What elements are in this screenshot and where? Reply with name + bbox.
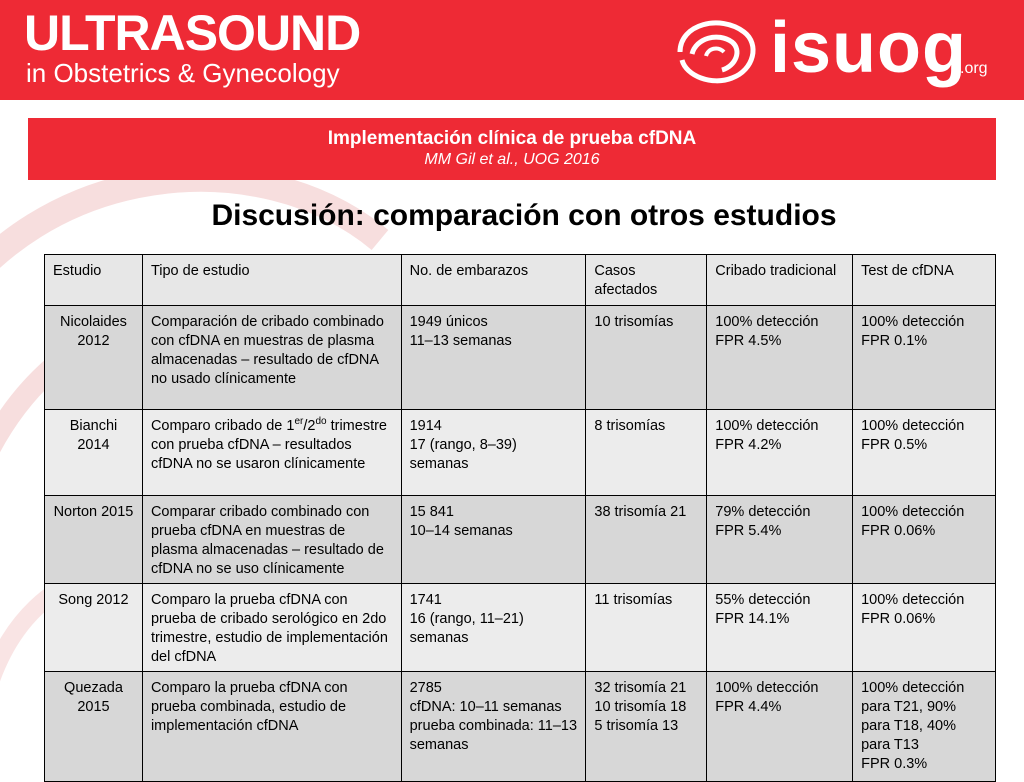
header-bar: [0, 0, 1024, 100]
cell-embarazos: 1949 únicos 11–13 semanas: [401, 306, 586, 410]
citation-banner: [28, 118, 996, 180]
column-header: Tipo de estudio: [142, 255, 401, 306]
cell-cfdna: 100% detección FPR 0.06%: [853, 496, 996, 584]
slide-heading: Discusión: comparación con otros estudios: [211, 199, 837, 232]
cell-casos: 10 trisomías: [586, 306, 707, 410]
cell-cribado: 100% detección FPR 4.5%: [707, 306, 853, 410]
column-header: Test de cfDNA: [853, 255, 996, 306]
column-header: Casos afectados: [586, 255, 707, 306]
cell-casos: 32 trisomía 21 10 trisomía 18 5 trisomía 13: [586, 672, 707, 782]
isuog-org-suffix: .org: [960, 60, 988, 77]
cell-cribado: 100% detección FPR 4.2%: [707, 410, 853, 496]
table-row: [45, 306, 996, 410]
cell-casos: 38 trisomía 21: [586, 496, 707, 584]
cell-cribado: 79% detección FPR 5.4%: [707, 496, 853, 584]
cell-embarazos: 1741 16 (rango, 11–21) semanas: [401, 584, 586, 672]
cell-tipo: Comparo la prueba cfDNA con prueba combinada, estudio de implementación cfDNA: [142, 672, 401, 782]
cell-estudio: Nicolaides 2012: [45, 306, 143, 410]
cell-tipo: Comparar cribado combinado con prueba cfDNA en muestras de plasma almacenadas – resultado de cfDNA no se uso clínicamente: [142, 496, 401, 584]
cell-estudio: Song 2012: [45, 584, 143, 672]
cell-estudio: Quezada 2015: [45, 672, 143, 782]
cell-tipo: Comparo la prueba cfDNA con prueba de cribado serológico en 2do trimestre, estudio de implementación del cfDNA: [142, 584, 401, 672]
journal-title: ULTRASOUND: [24, 5, 361, 61]
table-row: [45, 584, 996, 672]
journal-subtitle: in Obstetrics & Gynecology: [26, 58, 340, 88]
banner-title: Implementación clínica de prueba cfDNA: [327, 128, 697, 149]
table-row: [45, 672, 996, 782]
column-header: Estudio: [45, 255, 143, 306]
comparison-table: [44, 254, 996, 782]
cell-casos: 11 trisomías: [586, 584, 707, 672]
isuog-wordmark: isuog: [770, 8, 967, 88]
cell-estudio: Bianchi 2014: [45, 410, 143, 496]
cell-cfdna: 100% detección para T21, 90% para T18, 40% para T13 FPR 0.3%: [853, 672, 996, 782]
cell-cribado: 55% detección FPR 14.1%: [707, 584, 853, 672]
cell-tipo: Comparación de cribado combinado con cfDNA en muestras de plasma almacenadas – resultado de cfDNA no usado clínicamente: [142, 306, 401, 410]
cell-cfdna: 100% detección FPR 0.5%: [853, 410, 996, 496]
cell-embarazos: 2785 cfDNA: 10–11 semanas prueba combinada: 11–13 semanas: [401, 672, 586, 782]
cell-estudio: Norton 2015: [45, 496, 143, 584]
cell-cfdna: 100% detección FPR 0.06%: [853, 584, 996, 672]
table-row: [45, 496, 996, 584]
table-header-row: [45, 255, 996, 306]
cell-embarazos: 1914 17 (rango, 8–39) semanas: [401, 410, 586, 496]
cell-tipo: Comparo cribado de $1er/2^{do}$ trimestre con prueba cfDNA – resultados cfDNA no se usaron clínicamente: [142, 410, 401, 496]
cell-cfdna: 100% detección FPR 0.1%: [853, 306, 996, 410]
cell-embarazos: 15 841 10–14 semanas: [401, 496, 586, 584]
banner-subtitle: MM Gil et al., UOG 2016: [424, 151, 600, 168]
column-header: Cribado tradicional: [707, 255, 853, 306]
cell-casos: 8 trisomías: [586, 410, 707, 496]
table-row: [45, 410, 996, 496]
column-header: No. de embarazos: [401, 255, 586, 306]
cell-cribado: 100% detección FPR 4.4%: [707, 672, 853, 782]
